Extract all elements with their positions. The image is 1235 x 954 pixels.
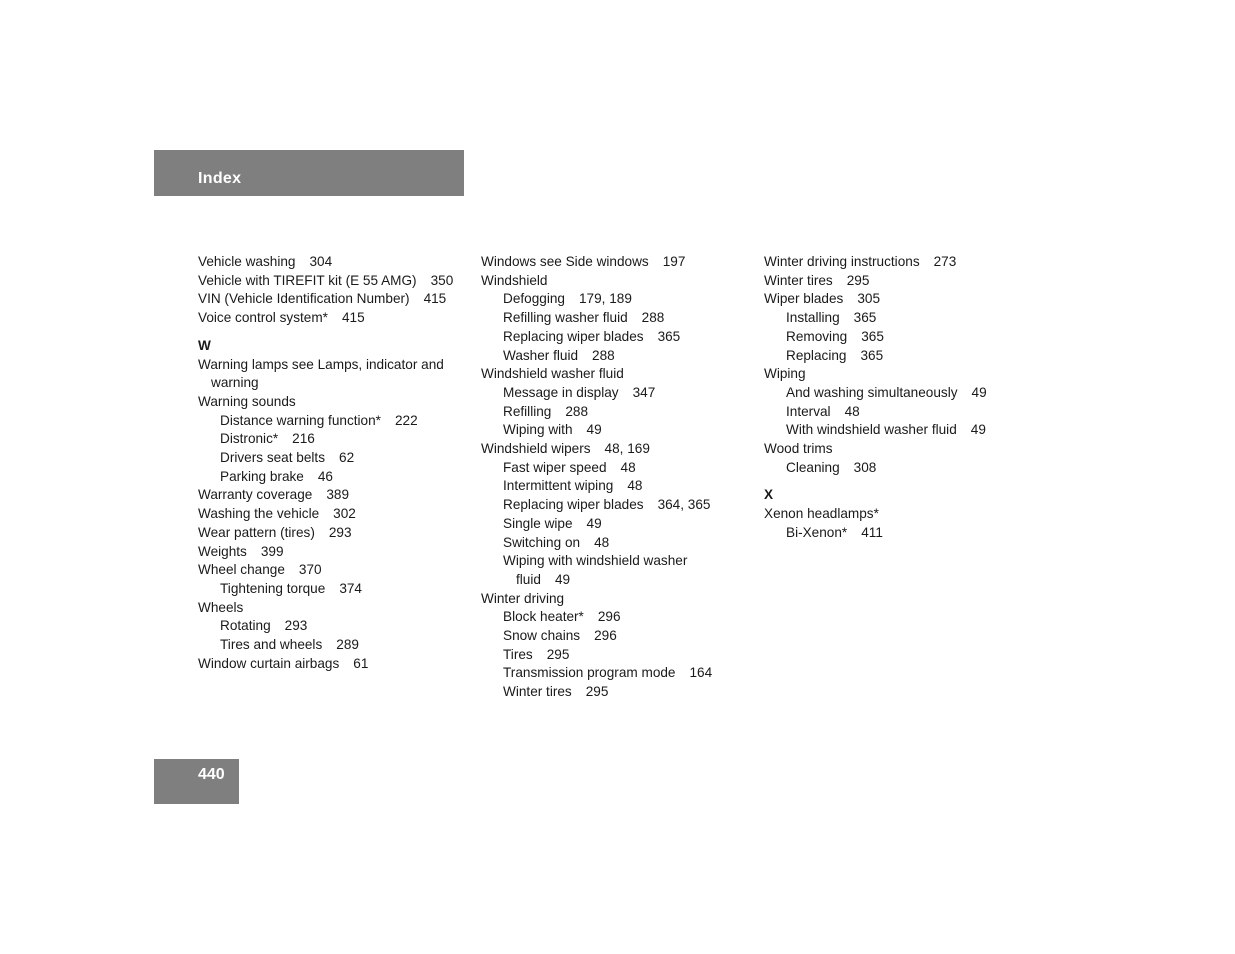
index-term: Fast wiper speed (503, 459, 607, 475)
index-term: Wood trims (764, 441, 833, 457)
index-page-ref: 288 (592, 347, 615, 363)
section-title: Index (198, 170, 242, 187)
index-page-ref: 304 (309, 254, 333, 269)
index-subentry (764, 459, 1039, 478)
index-entry (198, 486, 473, 505)
index-page-ref: 48, 169 (604, 441, 650, 457)
index-subentry (481, 683, 756, 702)
index-page-ref: 305 (857, 291, 881, 307)
index-subentry (764, 347, 1039, 366)
index-subentry (764, 309, 1039, 328)
index-entry (198, 599, 473, 618)
index-page-ref: 49 (586, 515, 602, 531)
index-subentry (481, 608, 756, 627)
index-term: Replacing wiper blades (503, 328, 644, 344)
index-page-ref: 61 (353, 655, 369, 671)
index-page-ref: 48 (844, 403, 860, 419)
index-term: Wear pattern (tires) (198, 524, 315, 540)
index-page-ref: 288 (565, 403, 589, 419)
index-page-ref: 222 (394, 412, 418, 428)
index-page-ref: 48 (627, 478, 643, 494)
index-page-ref: 46 (317, 468, 333, 484)
index-page-ref: 62 (339, 450, 355, 466)
index-entry (198, 543, 473, 562)
index-entry (198, 561, 473, 580)
index-page-ref: 49 (554, 571, 571, 587)
index-page-ref: 415 (423, 291, 447, 307)
index-subentry (764, 524, 1039, 543)
index-page-ref: 374 (339, 580, 362, 596)
index-term: Snow chains (503, 628, 581, 644)
index-page-ref: 293 (284, 618, 308, 634)
index-page-ref: 273 (933, 254, 957, 269)
index-subentry (198, 430, 473, 449)
index-page-ref: 365 (860, 347, 884, 363)
index-term: Drivers seat belts (220, 450, 326, 466)
index-page-ref: 415 (341, 310, 365, 326)
index-page-ref: 365 (861, 328, 884, 344)
index-page-ref: 295 (846, 272, 870, 288)
index-term: Windshield washer fluid (481, 366, 624, 382)
index-page-ref: 389 (326, 487, 350, 503)
index-subentry (481, 515, 756, 534)
index-entry (198, 356, 473, 375)
index-page-ref: 296 (597, 609, 621, 625)
index-page-ref: 308 (853, 459, 877, 475)
index-subentry (481, 571, 756, 590)
index-page-ref: 289 (336, 637, 359, 653)
index-subentry (481, 421, 756, 440)
index-subentry (481, 496, 756, 515)
index-term: Wiper blades (764, 291, 844, 307)
index-term: Winter driving (481, 590, 565, 606)
index-page-ref: 399 (260, 543, 284, 559)
index-term: Removing (786, 328, 848, 344)
index-subentry (764, 384, 1039, 403)
index-entry (198, 505, 473, 524)
index-page-ref: 49 (586, 422, 602, 438)
index-term: Tires and wheels (220, 637, 323, 653)
index-entry (764, 253, 1039, 272)
index-page-ref: 197 (662, 254, 686, 269)
index-subentry (481, 646, 756, 665)
index-entry (481, 272, 756, 291)
index-term: Cleaning (786, 459, 840, 475)
index-subentry (198, 468, 473, 487)
index-term: Single wipe (503, 515, 573, 531)
index-page-ref: 411 (861, 524, 883, 540)
index-entry (198, 374, 473, 393)
index-letter-heading: X (764, 487, 774, 503)
index-term: Windshield (481, 272, 548, 288)
index-entry (198, 290, 473, 309)
index-subentry (481, 309, 756, 328)
section-header-bar (154, 150, 464, 196)
index-page-ref: 364, 365 (657, 497, 711, 513)
index-term: Wheels (198, 599, 244, 615)
index-page-ref: 302 (333, 506, 356, 522)
index-term: Wiping (764, 366, 806, 382)
index-subentry (198, 617, 473, 636)
index-term: Parking brake (220, 468, 304, 484)
index-term: Distronic* (220, 431, 279, 447)
index-entry (764, 505, 1039, 524)
index-page-ref: 49 (970, 422, 986, 438)
index-page-ref: 295 (546, 646, 570, 662)
index-entry (764, 290, 1039, 309)
index-term: Windows see Side windows (481, 254, 649, 269)
index-subentry (198, 449, 473, 468)
index-term: Weights (198, 543, 247, 559)
index-page-ref: 49 (971, 384, 987, 400)
index-page-ref: 347 (632, 384, 656, 400)
index-term: Wiping with windshield washer (503, 553, 688, 569)
index-subentry (481, 627, 756, 646)
index-term: Winter driving instructions (764, 254, 920, 269)
index-term: Washing the vehicle (198, 506, 320, 522)
index-term: Wiping with (503, 422, 573, 438)
index-term: Distance warning function* (220, 412, 381, 428)
index-term: Tightening torque (220, 580, 326, 596)
index-subentry (481, 347, 756, 366)
index-subentry (764, 328, 1039, 347)
index-term: Block heater* (503, 609, 584, 625)
index-term: Transmission program mode (503, 665, 676, 681)
index-column-2 (481, 253, 756, 702)
index-term: Winter tires (503, 684, 572, 700)
index-entry (481, 440, 756, 459)
index-subentry (481, 403, 756, 422)
index-entry (481, 590, 756, 609)
index-term: And washing simultaneously (786, 384, 958, 400)
index-subentry (481, 459, 756, 478)
index-term: Vehicle washing (198, 254, 296, 269)
index-term: Refilling (503, 403, 552, 419)
index-term: Window curtain airbags (198, 655, 340, 671)
page-number-tab (154, 759, 239, 804)
index-subentry (764, 421, 1039, 440)
index-term: Washer fluid (503, 347, 579, 363)
index-term: Intermittent wiping (503, 478, 614, 494)
index-entry (481, 365, 756, 384)
index-term: Refilling washer fluid (503, 310, 628, 326)
index-entry (764, 440, 1039, 459)
index-subentry (481, 328, 756, 347)
page-number: 440 (198, 766, 225, 783)
index-page-ref: 48 (594, 534, 610, 550)
index-page-ref: 288 (641, 310, 665, 326)
index-page-ref: 365 (853, 310, 877, 326)
index-page-ref: 216 (292, 431, 315, 447)
index-term: Xenon headlamps* (764, 506, 879, 522)
index-term: Rotating (220, 618, 271, 634)
index-page-ref: 370 (298, 562, 322, 578)
index-subentry (481, 534, 756, 553)
index-term: Warning lamps see Lamps, indicator and (198, 356, 444, 372)
index-term: With windshield washer fluid (786, 422, 957, 438)
index-page-ref: 365 (657, 328, 681, 344)
index-subentry (481, 477, 756, 496)
index-subentry (198, 412, 473, 431)
index-page-ref: 350 (430, 272, 454, 288)
index-term: Message in display (503, 384, 619, 400)
index-term: Interval (786, 403, 831, 419)
index-subentry (481, 664, 756, 683)
index-page-ref: 179, 189 (578, 291, 632, 307)
index-term: VIN (Vehicle Identification Number) (198, 291, 410, 307)
index-subentry (198, 580, 473, 599)
index-term: Bi-Xenon* (786, 524, 848, 540)
index-term: Defogging (503, 291, 565, 307)
index-subentry (764, 403, 1039, 422)
index-subentry (481, 290, 756, 309)
index-term: warning (211, 375, 259, 391)
index-term: Replacing (786, 347, 847, 363)
index-page-ref: 293 (328, 524, 352, 540)
index-term: Switching on (503, 534, 581, 550)
index-term: Winter tires (764, 272, 833, 288)
index-subentry (198, 636, 473, 655)
index-term: Wheel change (198, 562, 285, 578)
index-term: Warning sounds (198, 393, 296, 409)
index-term: Replacing wiper blades (503, 497, 644, 513)
index-page-ref: 48 (620, 459, 636, 475)
index-entry (198, 253, 473, 272)
index-entry (198, 309, 473, 328)
index-column-3 (764, 253, 1039, 543)
index-term: fluid (516, 571, 541, 587)
index-letter-heading: W (198, 337, 211, 353)
index-entry (764, 365, 1039, 384)
index-column-1 (198, 253, 473, 673)
index-term: Tires (503, 646, 533, 662)
index-term: Vehicle with TIREFIT kit (E 55 AMG) (198, 272, 417, 288)
index-term: Voice control system* (198, 310, 328, 326)
index-page-ref: 296 (594, 628, 617, 644)
index-entry (198, 524, 473, 543)
index-subentry (481, 384, 756, 403)
index-term: Installing (786, 310, 840, 326)
index-subentry (481, 552, 756, 571)
index-term: Warranty coverage (198, 487, 313, 503)
index-entry (198, 655, 473, 674)
index-page-ref: 295 (585, 684, 609, 700)
index-term: Windshield wipers (481, 441, 591, 457)
index-entry (198, 393, 473, 412)
index-entry (481, 253, 756, 272)
index-page-ref: 164 (689, 665, 713, 681)
index-entry (764, 272, 1039, 291)
index-entry (198, 272, 473, 291)
